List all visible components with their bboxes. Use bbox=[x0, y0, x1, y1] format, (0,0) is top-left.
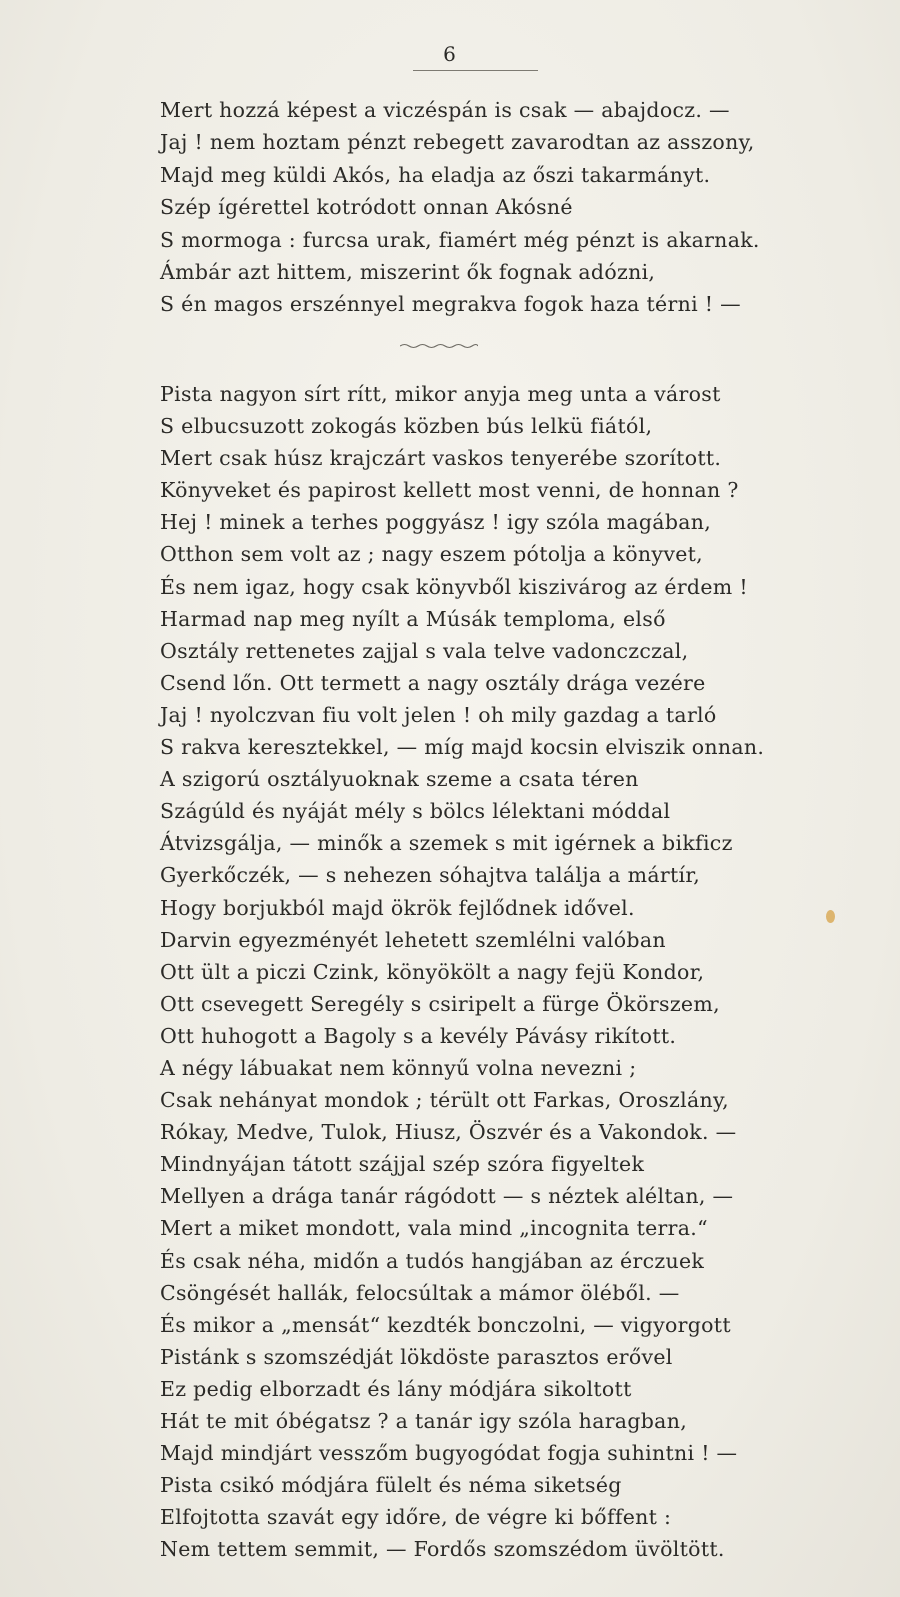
poem-line: Hogy borjukból majd ökrök fejlődnek idővel. bbox=[160, 895, 635, 920]
poem-line: Mindnyájan tátott szájjal szép szóra figyeltek bbox=[160, 1152, 645, 1177]
poem-line: Pista csikó módjára fülelt és néma siketség bbox=[160, 1473, 622, 1498]
poem-line: A szigorú osztályuoknak szeme a csata téren bbox=[160, 767, 639, 792]
poem-line: S rakva keresztekkel, — míg majd kocsin elviszik onnan. bbox=[160, 735, 765, 760]
poem-line: Jaj ! nyolczvan fiu volt jelen ! oh mily gazdag a tarló bbox=[160, 702, 717, 727]
poem-line: Jaj ! nem hoztam pénzt rebegett zavarodtan az asszony, bbox=[160, 130, 755, 155]
poem-line: Könyveket és papirost kellett most venni, de honnan ? bbox=[160, 478, 739, 503]
poem-line: Nem tettem semmit, — Fordős szomszédom üvöltött. bbox=[160, 1537, 725, 1562]
poem-line: Mert a miket mondott, vala mind „incognita terra.“ bbox=[160, 1216, 708, 1241]
poem-line: Ez pedig elborzadt és lány módjára sikoltott bbox=[160, 1376, 632, 1401]
poem-line: Pista nagyon sírt rítt, mikor anyja meg unta a várost bbox=[160, 382, 721, 406]
poem-line: Pistánk s szomszédját lökdöste parasztos erővel bbox=[160, 1344, 673, 1369]
poem-line: Elfojtotta szavát egy időre, de végre ki bőffent : bbox=[160, 1505, 672, 1530]
poem-line: Gyerkőczék, — s nehezen sóhajtva találja a mártír, bbox=[160, 863, 701, 888]
poem-line: Mert csak húsz krajczárt vaskos tenyerébe szorított. bbox=[160, 446, 722, 471]
poem-line: Szép ígérettel kotródott onnan Akósné bbox=[160, 195, 573, 220]
page-number: 6 bbox=[443, 42, 457, 66]
poem-line: Csöngését hallák, felocsúltak a mámor öléből. — bbox=[160, 1280, 680, 1305]
poem-line: S mormoga : furcsa urak, fiamért még pénzt is akarnak. bbox=[160, 227, 760, 252]
poem-line: Darvin egyezményét lehetett szemlélni valóban bbox=[160, 927, 666, 952]
poem-line: És mikor a „mensát“ kezdték bonczolni, — vigyorgott bbox=[160, 1312, 731, 1337]
poem-line: Rókay, Medve, Tulok, Hiusz, Öszvér és a Vakondok. — bbox=[160, 1120, 737, 1145]
poem-line: Mert hozzá képest a viczéspán is csak — abajdocz. — bbox=[160, 98, 730, 122]
poem-line: Ott huhogott a Bagoly s a kevély Pávásy rikított. bbox=[160, 1023, 677, 1048]
poem-line: Átvizsgálja, — minők a szemek s mit igérnek a bikficz bbox=[160, 831, 733, 856]
poem-line: A négy lábuakat nem könnyű volna nevezni ; bbox=[160, 1055, 637, 1080]
poem-line: Csend lőn. Ott termett a nagy osztály drága vezére bbox=[160, 670, 706, 695]
poem-line: Ott csevegett Seregély s csiripelt a fürge Ökörszem, bbox=[160, 991, 720, 1016]
poem-line: Hát te mit óbégatsz ? a tanár igy szóla haragban, bbox=[160, 1409, 688, 1433]
poem-line: Majd meg küldi Akós, ha eladja az őszi takarmányt. bbox=[160, 162, 711, 187]
poem-line: Otthon sem volt az ; nagy eszem pótolja a könyvet, bbox=[160, 542, 703, 567]
poem-line: És nem igaz, hogy csak könyvből kiszivárog az érdem ! bbox=[160, 574, 748, 599]
header-rule bbox=[413, 70, 538, 71]
poem-line: S én magos erszénnyel megrakva fogok haza térni ! — bbox=[160, 292, 741, 317]
section-divider-ornament bbox=[400, 343, 478, 349]
poem-line: Hej ! minek a terhes poggyász ! igy szóla magában, bbox=[160, 510, 712, 535]
poem-line: Ámbár azt hittem, miszerint ők fognak adózni, bbox=[160, 259, 656, 284]
poem-line: Csak nehányat mondok ; térült ott Farkas, Oroszlány, bbox=[160, 1088, 729, 1113]
poem-line: S elbucsuzott zokogás közben bús lelkü fiától, bbox=[160, 414, 653, 439]
poem-line: Harmad nap meg nyílt a Músák temploma, első bbox=[160, 606, 666, 631]
poem-line: Szágúld és nyáját mély s bölcs lélektani móddal bbox=[160, 799, 671, 824]
poem-line: Majd mindjárt vesszőm bugyogódat fogja suhintni ! — bbox=[160, 1441, 738, 1466]
poem-line: Mellyen a drága tanár rágódott — s néztek aléltan, — bbox=[160, 1184, 734, 1209]
poem-line: Ott ült a piczi Czink, könyökölt a nagy fejü Kondor, bbox=[160, 959, 705, 984]
stanza-1 bbox=[160, 94, 810, 321]
poem-line: És csak néha, midőn a tudós hangjában az érczuek bbox=[160, 1248, 705, 1273]
stanza-2 bbox=[160, 378, 810, 1565]
paper-stain bbox=[826, 910, 835, 923]
poem-line: Osztály rettenetes zajjal s vala telve vadonczczal, bbox=[160, 638, 689, 663]
